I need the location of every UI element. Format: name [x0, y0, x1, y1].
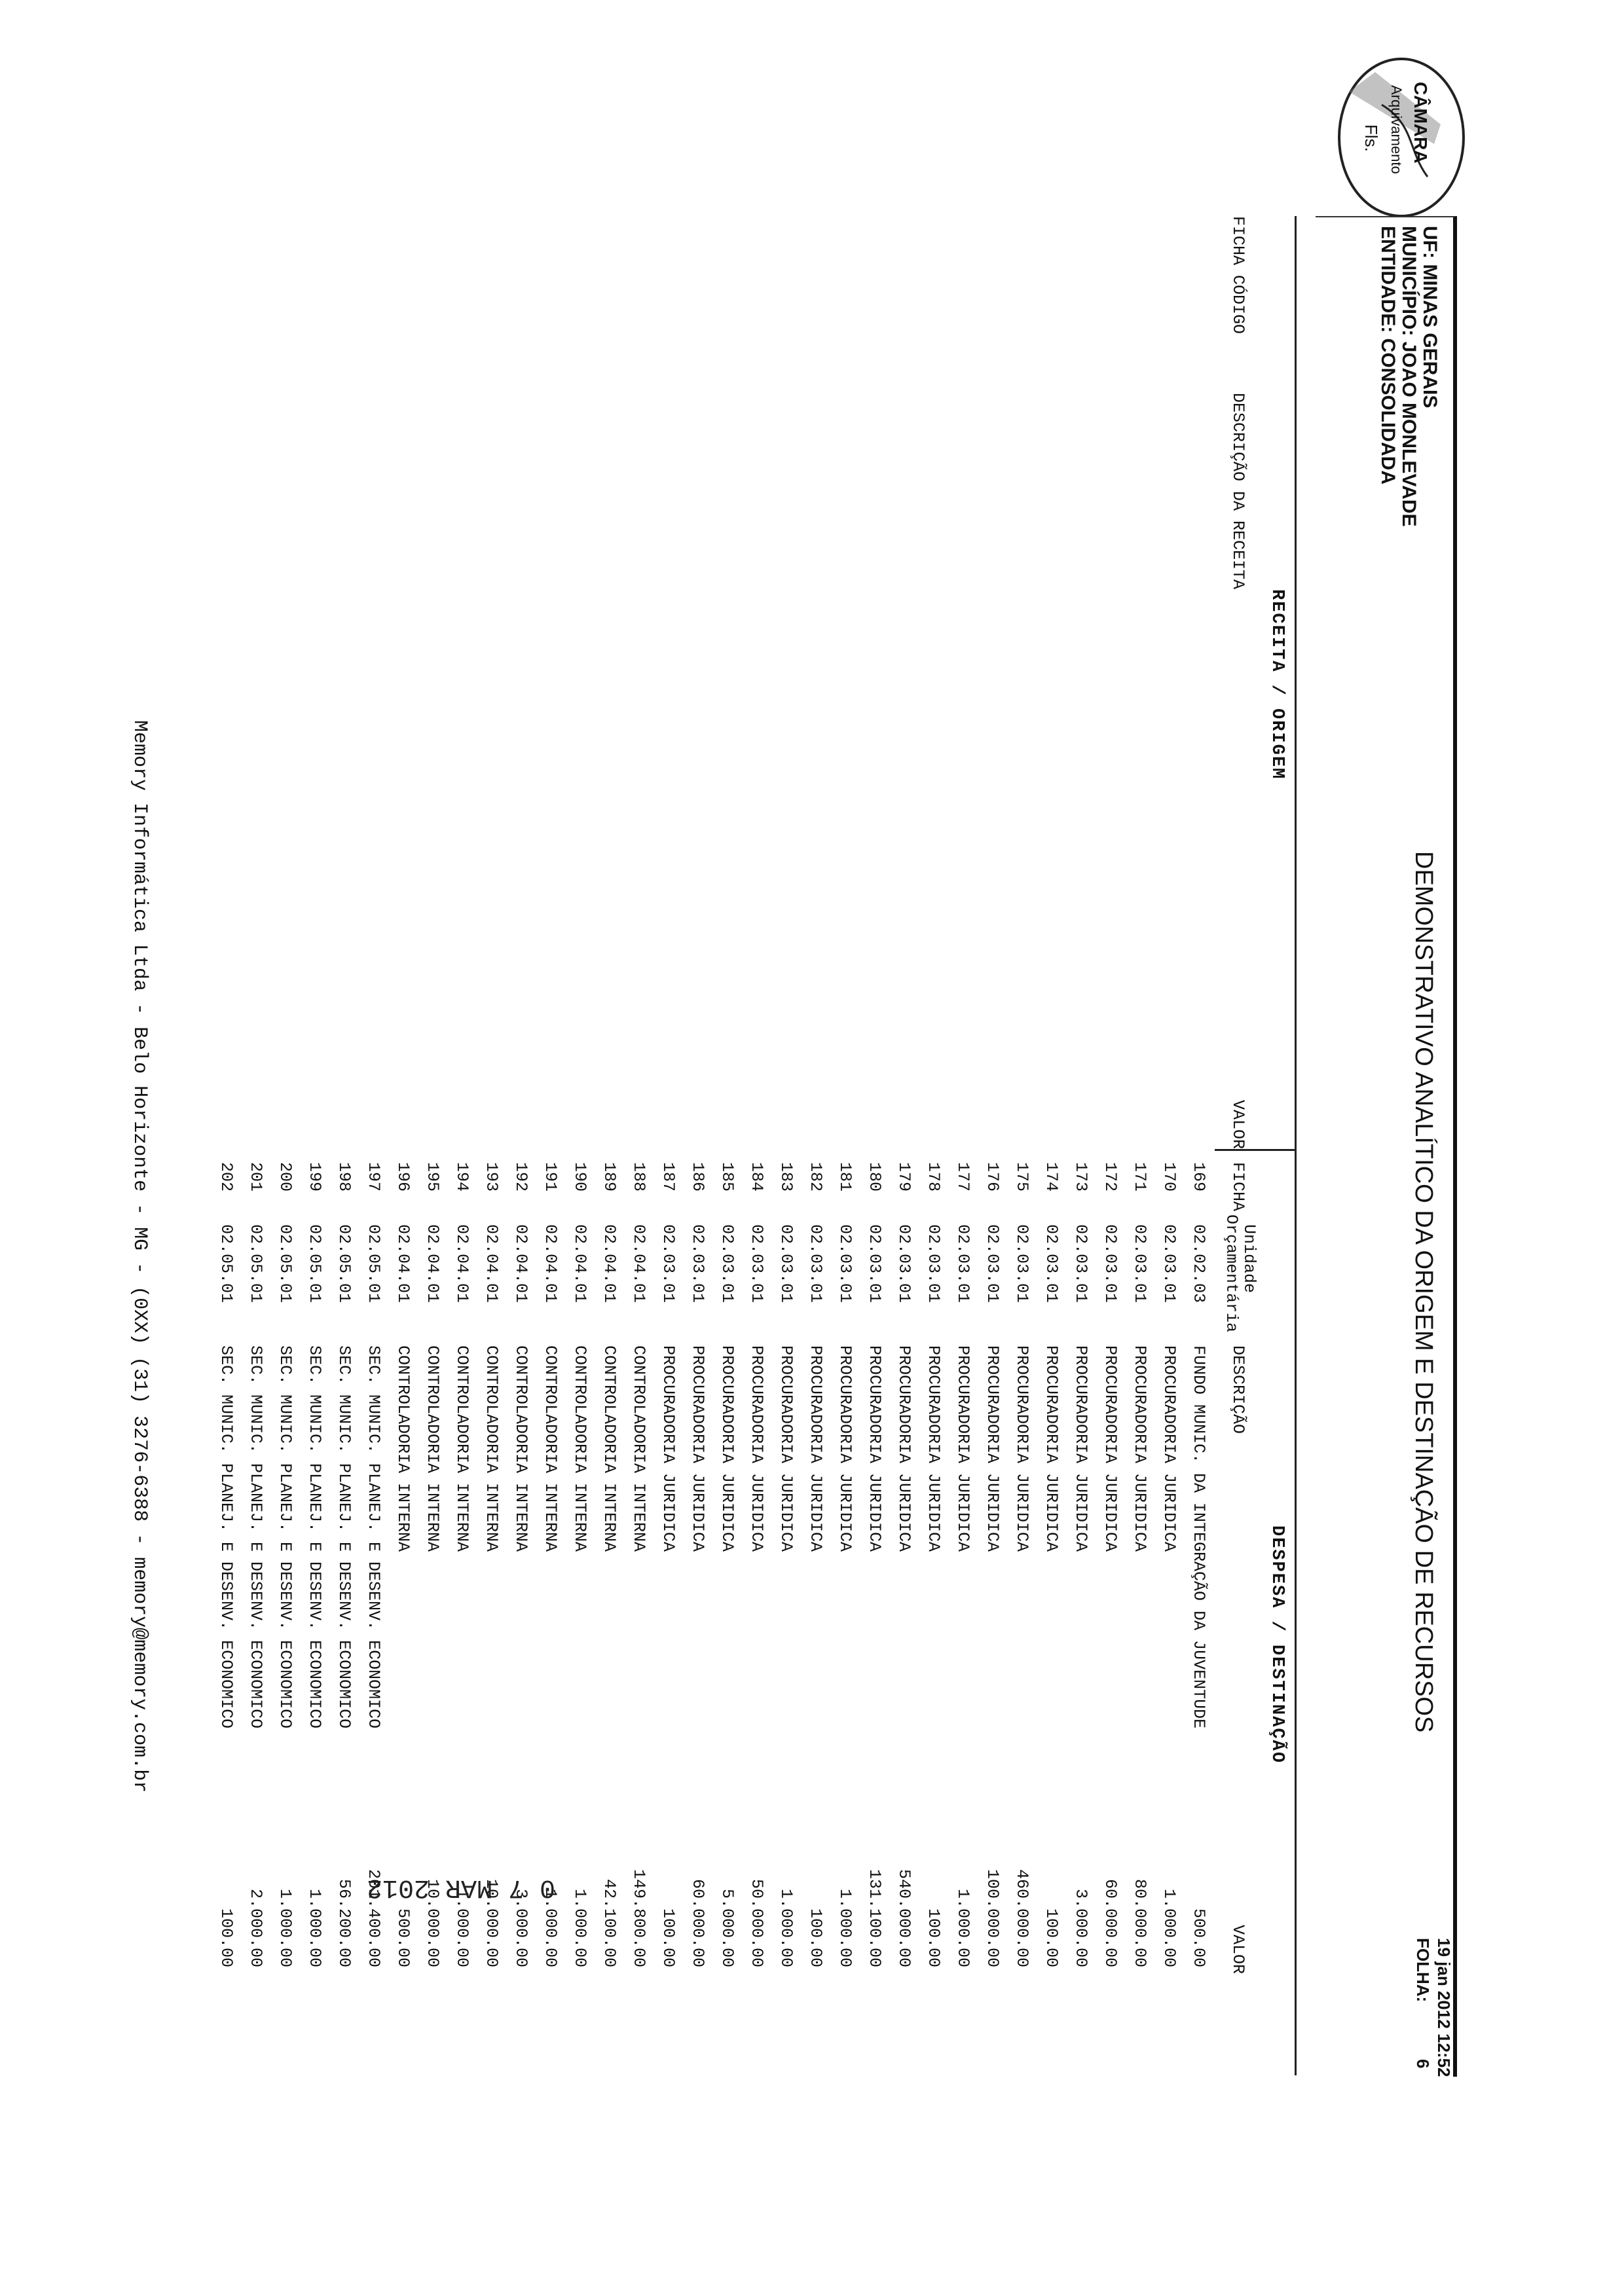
row-descricao: PROCURADORIA JURIDICA [806, 1345, 825, 1552]
chamber-archive-seal [1310, 46, 1480, 229]
row-valor: 131.100.00 [865, 1868, 884, 1967]
row-ficha: 202 [217, 1162, 236, 1192]
folha-number: 6 [1413, 2059, 1433, 2069]
row-descricao: CONTROLADORIA INTERNA [541, 1345, 560, 1552]
row-ficha: 181 [836, 1162, 855, 1192]
row-unidade: 02.03.01 [747, 1224, 766, 1303]
row-unidade: 02.03.01 [688, 1224, 707, 1303]
receita-section-label: RECEITA / ORIGEM [1267, 589, 1287, 780]
table-row [413, 196, 442, 2160]
row-descricao: PROCURADORIA JURIDICA [1160, 1345, 1179, 1552]
row-descricao: PROCURADORIA JURIDICA [1071, 1345, 1090, 1552]
row-descricao: CONTROLADORIA INTERNA [629, 1345, 648, 1552]
table-row [324, 196, 354, 2160]
table-row [1149, 196, 1179, 2160]
row-valor: 56.200.00 [335, 1878, 354, 1967]
row-unidade: 02.04.01 [570, 1224, 589, 1303]
table-row [1061, 196, 1090, 2160]
row-descricao: PROCURADORIA JURIDICA [1101, 1345, 1120, 1552]
row-unidade: 02.05.01 [335, 1224, 354, 1303]
row-valor: 1.000.00 [836, 1888, 855, 1967]
row-unidade: 02.03.01 [865, 1224, 884, 1303]
row-ficha: 176 [983, 1162, 1002, 1192]
table-row [913, 196, 943, 2160]
row-descricao: PROCURADORIA JURIDICA [688, 1345, 707, 1552]
row-unidade: 02.02.03 [1189, 1224, 1208, 1303]
uf-label: UF: MINAS GERAIS [1419, 226, 1441, 409]
row-valor: 100.00 [1042, 1908, 1061, 1967]
row-valor: 149.800.00 [629, 1868, 648, 1967]
row-unidade: 02.04.01 [482, 1224, 501, 1303]
row-descricao: PROCURADORIA JURIDICA [1042, 1345, 1061, 1552]
row-descricao: PROCURADORIA JURIDICA [1012, 1345, 1031, 1552]
table-row [1120, 196, 1149, 2160]
row-ficha: 182 [806, 1162, 825, 1192]
folha-label: FOLHA: [1413, 1938, 1433, 2003]
row-unidade: 02.04.01 [423, 1224, 442, 1303]
row-valor: 100.00 [217, 1908, 236, 1967]
col-ficha-codigo: FICHA CÓDIGO [1228, 216, 1247, 335]
row-valor: 42.100.00 [600, 1878, 619, 1967]
row-unidade: 02.03.01 [1160, 1224, 1179, 1303]
received-date-stamp: 0 7 MAR 2012 [367, 1872, 556, 1902]
row-valor: 1.000.00 [1160, 1888, 1179, 1967]
row-unidade: 02.03.01 [895, 1224, 913, 1303]
row-ficha: 192 [511, 1162, 530, 1192]
row-descricao: PROCURADORIA JURIDICA [895, 1345, 913, 1552]
row-descricao: PROCURADORIA JURIDICA [777, 1345, 796, 1552]
svg-text:Fls.: Fls. [1361, 124, 1381, 152]
table-row [589, 196, 619, 2160]
row-ficha: 178 [924, 1162, 943, 1192]
row-ficha: 191 [541, 1162, 560, 1192]
row-ficha: 193 [482, 1162, 501, 1192]
table-row [855, 196, 884, 2160]
footer-company-info: Memory Informática Ltda - Belo Horizonte - MG - (0XX) (31) 3276-6388 - memory@memory.com.br [128, 720, 151, 1793]
row-descricao: PROCURADORIA JURIDICA [718, 1345, 737, 1552]
row-unidade: 02.03.01 [1042, 1224, 1061, 1303]
despesa-section-label: DESPESA / DESTINAÇÃO [1267, 1525, 1287, 1764]
row-unidade: 02.05.01 [217, 1224, 236, 1303]
col-descricao-receita: DESCRIÇÃO DA RECEITA [1228, 393, 1247, 590]
row-descricao: SEC. MUNIC. PLANEJ. E DESENV. ECONOMICO [364, 1345, 383, 1729]
table-row [737, 196, 766, 2160]
row-descricao: SEC. MUNIC. PLANEJ. E DESENV. ECONOMICO [276, 1345, 295, 1729]
row-descricao: CONTROLADORIA INTERNA [511, 1345, 530, 1552]
row-valor: 50.000.00 [747, 1878, 766, 1967]
col-ficha-despesa: FICHA [1228, 1162, 1247, 1212]
row-ficha: 174 [1042, 1162, 1061, 1192]
svg-text:CÂMARA: CÂMARA [1411, 82, 1431, 164]
row-valor: 500.00 [1189, 1908, 1208, 1967]
row-ficha: 180 [865, 1162, 884, 1192]
row-unidade: 02.03.01 [953, 1224, 972, 1303]
row-ficha: 177 [953, 1162, 972, 1192]
row-unidade: 02.03.01 [924, 1224, 943, 1303]
row-descricao: CONTROLADORIA INTERNA [452, 1345, 471, 1552]
report-sheet [65, 82, 1467, 2160]
header-rule [1295, 216, 1297, 2075]
seal-icon [1310, 46, 1480, 229]
row-unidade: 02.03.01 [983, 1224, 1002, 1303]
entidade-label: ENTIDADE: CONSOLIDADA [1377, 226, 1399, 484]
row-ficha: 186 [688, 1162, 707, 1192]
row-descricao: PROCURADORIA JURIDICA [924, 1345, 943, 1552]
row-ficha: 195 [423, 1162, 442, 1192]
row-valor: 100.00 [659, 1908, 678, 1967]
table-row [825, 196, 855, 2160]
row-valor: 10.000.00 [482, 1878, 501, 1967]
row-ficha: 189 [600, 1162, 619, 1192]
table-row [530, 196, 560, 2160]
row-valor: 460.000.00 [1012, 1868, 1031, 1967]
row-valor: 1.000.00 [276, 1888, 295, 1967]
row-ficha: 172 [1101, 1162, 1120, 1192]
col-descricao-despesa: DESCRIÇÃO [1228, 1345, 1247, 1434]
row-descricao: FUNDO MUNIC. DA INTEGRAÇÃO DA JUVENTUDE [1189, 1345, 1208, 1729]
row-unidade: 02.03.01 [1101, 1224, 1120, 1303]
row-valor: 100.00 [806, 1908, 825, 1967]
table-row [236, 196, 265, 2160]
row-ficha: 188 [629, 1162, 648, 1192]
table-row [972, 196, 1002, 2160]
row-valor: 10.000.00 [423, 1878, 442, 1967]
table-row [648, 196, 678, 2160]
row-descricao: SEC. MUNIC. PLANEJ. E DESENV. ECONOMICO [305, 1345, 324, 1729]
row-ficha: 200 [276, 1162, 295, 1192]
row-descricao: SEC. MUNIC. PLANEJ. E DESENV. ECONOMICO [335, 1345, 354, 1729]
section-divider [1215, 1149, 1297, 1151]
table-row [766, 196, 796, 2160]
row-ficha: 196 [394, 1162, 413, 1192]
row-valor: 201.400.00 [364, 1868, 383, 1967]
row-descricao: PROCURADORIA JURIDICA [953, 1345, 972, 1552]
row-valor: 60.000.00 [1101, 1878, 1120, 1967]
row-unidade: 02.03.01 [1012, 1224, 1031, 1303]
row-unidade: 02.03.01 [659, 1224, 678, 1303]
row-ficha: 198 [335, 1162, 354, 1192]
row-valor: 60.000.00 [688, 1878, 707, 1967]
table-row [707, 196, 737, 2160]
table-row [796, 196, 825, 2160]
row-unidade: 02.05.01 [246, 1224, 265, 1303]
row-valor: 3.000.00 [511, 1888, 530, 1967]
row-valor: 80.000.00 [1130, 1878, 1149, 1967]
row-ficha: 190 [570, 1162, 589, 1192]
row-descricao: PROCURADORIA JURIDICA [659, 1345, 678, 1552]
table-row [265, 196, 295, 2160]
row-unidade: 02.03.01 [1130, 1224, 1149, 1303]
table-row [560, 196, 589, 2160]
col-orcamentaria: Orçamentária [1222, 1214, 1241, 1333]
row-valor: 2.000.00 [246, 1888, 265, 1967]
row-descricao: PROCURADORIA JURIDICA [747, 1345, 766, 1552]
row-valor: 1.000.00 [305, 1888, 324, 1967]
row-unidade: 02.05.01 [305, 1224, 324, 1303]
row-valor: 1.000.00 [953, 1888, 972, 1967]
row-descricao: CONTROLADORIA INTERNA [423, 1345, 442, 1552]
row-unidade: 02.04.01 [394, 1224, 413, 1303]
row-unidade: 02.03.01 [777, 1224, 796, 1303]
row-ficha: 169 [1189, 1162, 1208, 1192]
row-descricao: SEC. MUNIC. PLANEJ. E DESENV. ECONOMICO [246, 1345, 265, 1729]
table-row [1031, 196, 1061, 2160]
table-row [884, 196, 913, 2160]
row-valor: 1.000.00 [452, 1888, 471, 1967]
table-row [295, 196, 324, 2160]
table-row [383, 196, 413, 2160]
row-ficha: 187 [659, 1162, 678, 1192]
row-valor: 100.000.00 [983, 1868, 1002, 1967]
row-valor: 5.000.00 [718, 1888, 737, 1967]
row-ficha: 170 [1160, 1162, 1179, 1192]
row-unidade: 02.04.01 [629, 1224, 648, 1303]
row-valor: 540.000.00 [895, 1868, 913, 1967]
col-valor-receita: VALOR [1228, 1100, 1247, 1150]
row-ficha: 185 [718, 1162, 737, 1192]
table-row [943, 196, 972, 2160]
row-valor: 3.000.00 [1071, 1888, 1090, 1967]
row-ficha: 183 [777, 1162, 796, 1192]
row-descricao: CONTROLADORIA INTERNA [482, 1345, 501, 1552]
report-title: DEMONSTRATIVO ANALÍTICO DA ORIGEM E DESTINAÇÃO DE RECURSOS [1410, 851, 1437, 1733]
row-unidade: 02.03.01 [718, 1224, 737, 1303]
row-ficha: 171 [1130, 1162, 1149, 1192]
municipio-label: MUNICÍPIO: JOAO MONLEVADE [1398, 226, 1420, 527]
table-row [501, 196, 530, 2160]
row-valor: 500.00 [394, 1908, 413, 1967]
table-row [678, 196, 707, 2160]
row-unidade: 02.04.01 [511, 1224, 530, 1303]
row-descricao: CONTROLADORIA INTERNA [570, 1345, 589, 1552]
table-row [442, 196, 471, 2160]
table-row [471, 196, 501, 2160]
row-unidade: 02.03.01 [836, 1224, 855, 1303]
row-descricao: PROCURADORIA JURIDICA [836, 1345, 855, 1552]
row-descricao: PROCURADORIA JURIDICA [983, 1345, 1002, 1552]
table-row [206, 196, 236, 2160]
row-ficha: 173 [1071, 1162, 1090, 1192]
report-date: 19 jan 2012 12:52 [1434, 1938, 1454, 2077]
row-descricao: CONTROLADORIA INTERNA [394, 1345, 413, 1552]
row-descricao: CONTROLADORIA INTERNA [600, 1345, 619, 1552]
row-descricao: SEC. MUNIC. PLANEJ. E DESENV. ECONOMICO [217, 1345, 236, 1729]
row-unidade: 02.04.01 [452, 1224, 471, 1303]
row-descricao: PROCURADORIA JURIDICA [865, 1345, 884, 1552]
table-row [619, 196, 648, 2160]
row-unidade: 02.05.01 [364, 1224, 383, 1303]
row-ficha: 179 [895, 1162, 913, 1192]
svg-text:Arquivamento: Arquivamento [1388, 85, 1405, 174]
table-row [354, 196, 383, 2160]
row-unidade: 02.03.01 [806, 1224, 825, 1303]
row-unidade: 02.03.01 [1071, 1224, 1090, 1303]
row-descricao: PROCURADORIA JURIDICA [1130, 1345, 1149, 1552]
table-row [1179, 196, 1208, 2160]
table-row [1090, 196, 1120, 2160]
row-ficha: 184 [747, 1162, 766, 1192]
row-ficha: 199 [305, 1162, 324, 1192]
row-ficha: 175 [1012, 1162, 1031, 1192]
row-valor: 1.000.00 [570, 1888, 589, 1967]
row-ficha: 201 [246, 1162, 265, 1192]
row-valor: 1.000.00 [777, 1888, 796, 1967]
row-unidade: 02.04.01 [600, 1224, 619, 1303]
table-row [1002, 196, 1031, 2160]
row-unidade: 02.04.01 [541, 1224, 560, 1303]
col-valor-despesa: VALOR [1228, 1925, 1247, 1975]
col-unidade: Unidade [1240, 1224, 1259, 1294]
row-unidade: 02.05.01 [276, 1224, 295, 1303]
row-ficha: 194 [452, 1162, 471, 1192]
row-valor: 1.000.00 [541, 1888, 560, 1967]
row-valor: 100.00 [924, 1908, 943, 1967]
row-ficha: 197 [364, 1162, 383, 1192]
